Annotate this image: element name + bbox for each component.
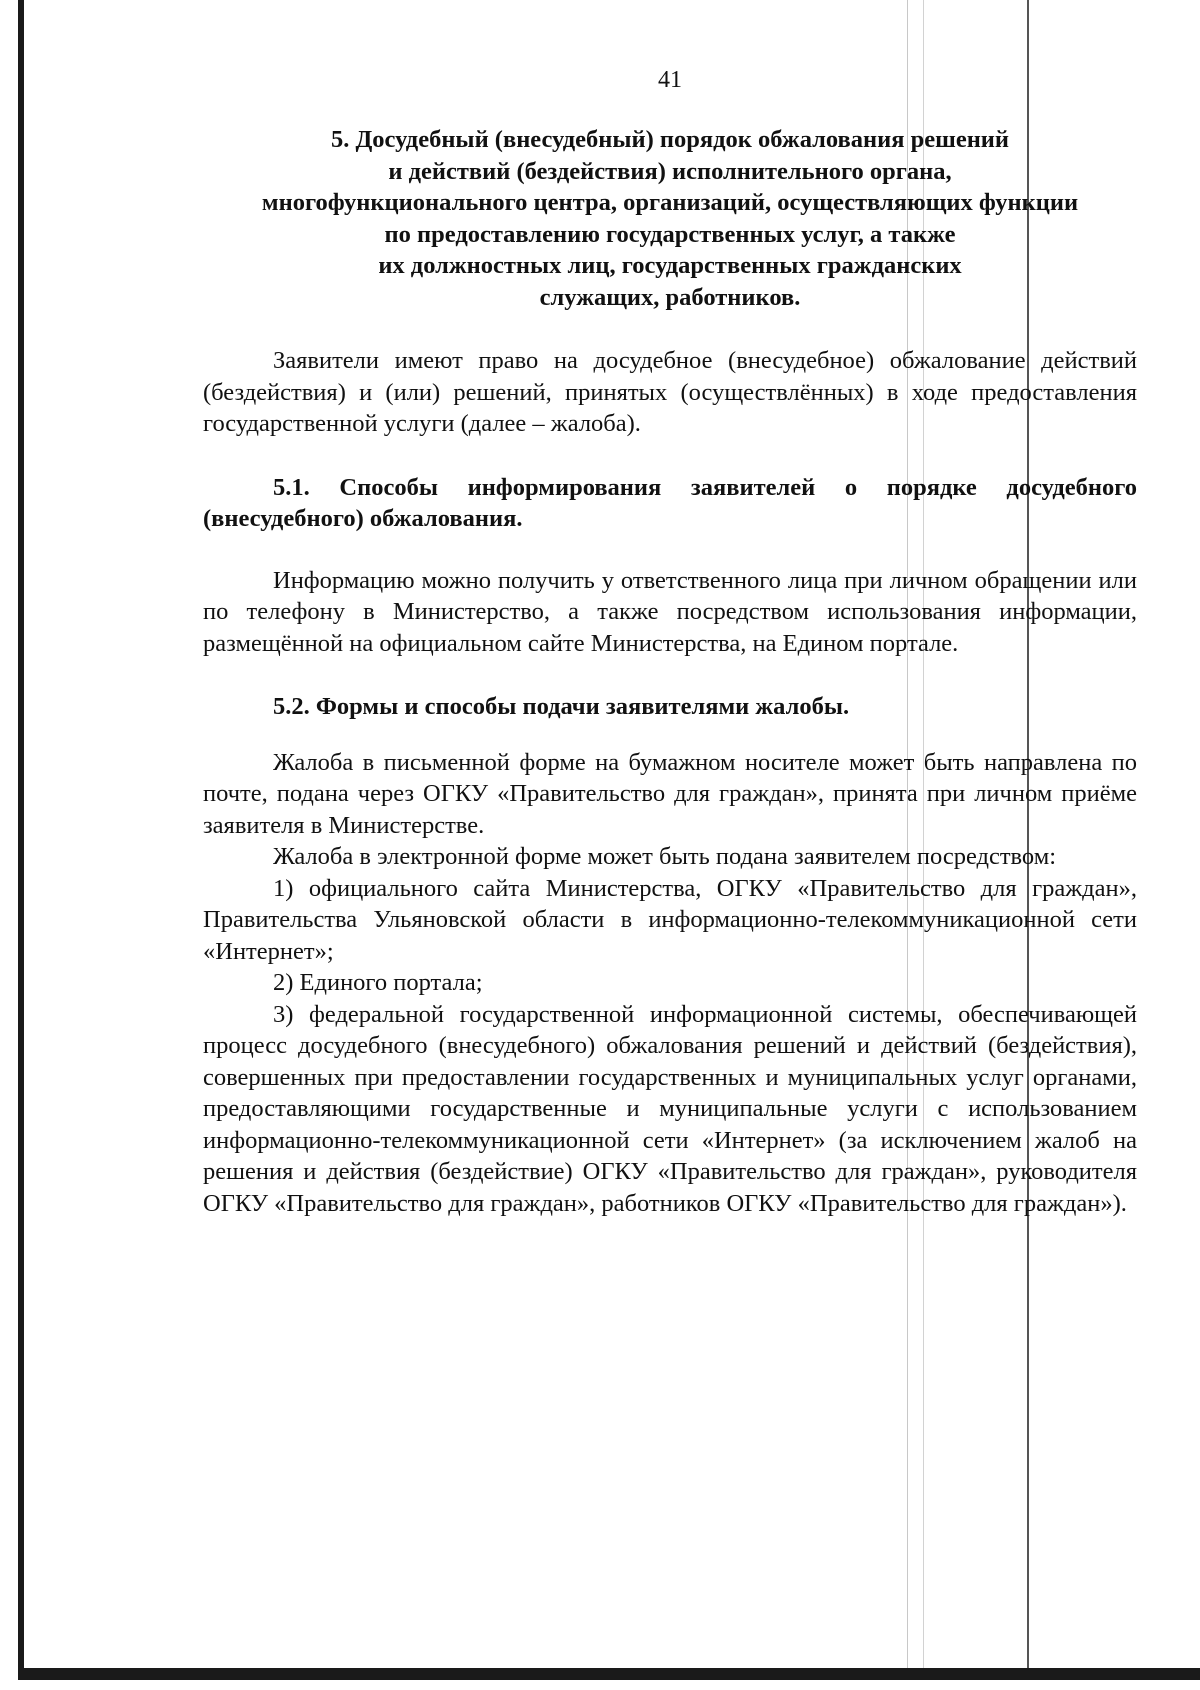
scan-border-bottom	[18, 1668, 1200, 1680]
intro-paragraph: Заявители имеют право на досудебное (внесудебное) обжалование действий (бездействия) и (или) решений, принятых (осуществлённых) в ходе предоставления государственной услуги (далее – жалоба).	[203, 347, 1137, 437]
section-5-1-paragraph: Информацию можно получить у ответственного лица при личном обращении или по телефону в Министерство, а также посредством использования информации, размещённой на официальном сайте Министерства, на Едином портале.	[203, 566, 1137, 657]
list-item-3: 3) федеральной государственной информационной системы, обеспечивающей процесс досудебного (внесудебного) обжалования решений и действий (бездействия), совершенных при предоставлении государственных и муниципальных услуг органами, предоставляющими государственные и муниципальные услуги с использованием информационно-телекоммуникационной сети «Интернет» (за исключением жалоб на решения и действия (бездействие) ОГКУ «Правительство для граждан», руководителя ОГКУ «Правительство для граждан», работников ОГКУ «Правительство для граждан»).	[203, 1000, 1137, 1217]
scan-border-left	[18, 0, 24, 1672]
section-5-2-paragraph-1: Жалоба в письменной форме на бумажном носителе может быть направлена по почте, подана через ОГКУ «Правительство для граждан», принята при личном приёме заявителя в Министерстве.	[203, 748, 1137, 839]
chapter-heading: 5. Досудебный (внесудебный) порядок обжалования решений и действий (бездействия) исполнительного органа, многофункционального центра, организаций, осуществляющих функции по предоставлению государственных услуг, а также их должностных лиц, государственных гражданских служащих, работников.	[261, 126, 1079, 311]
section-heading-5-1: 5.1. Способы информирования заявителей о порядке досудебного (внесудебного) обжалования.	[203, 473, 1137, 532]
page-number: 41	[658, 67, 682, 93]
document-body	[203, 60, 1137, 1219]
section-5-2-paragraph-2: Жалоба в электронной форме может быть подана заявителем посредством:	[273, 843, 1057, 870]
list-item-2: 2) Единого портала;	[273, 969, 483, 996]
section-heading-5-2: 5.2. Формы и способы подачи заявителями жалобы.	[273, 693, 850, 720]
list-item-1: 1) официального сайта Министерства, ОГКУ «Правительство для граждан», Правительства Ульяновской области в информационно-телекоммуникационной сети «Интернет»;	[203, 874, 1137, 965]
